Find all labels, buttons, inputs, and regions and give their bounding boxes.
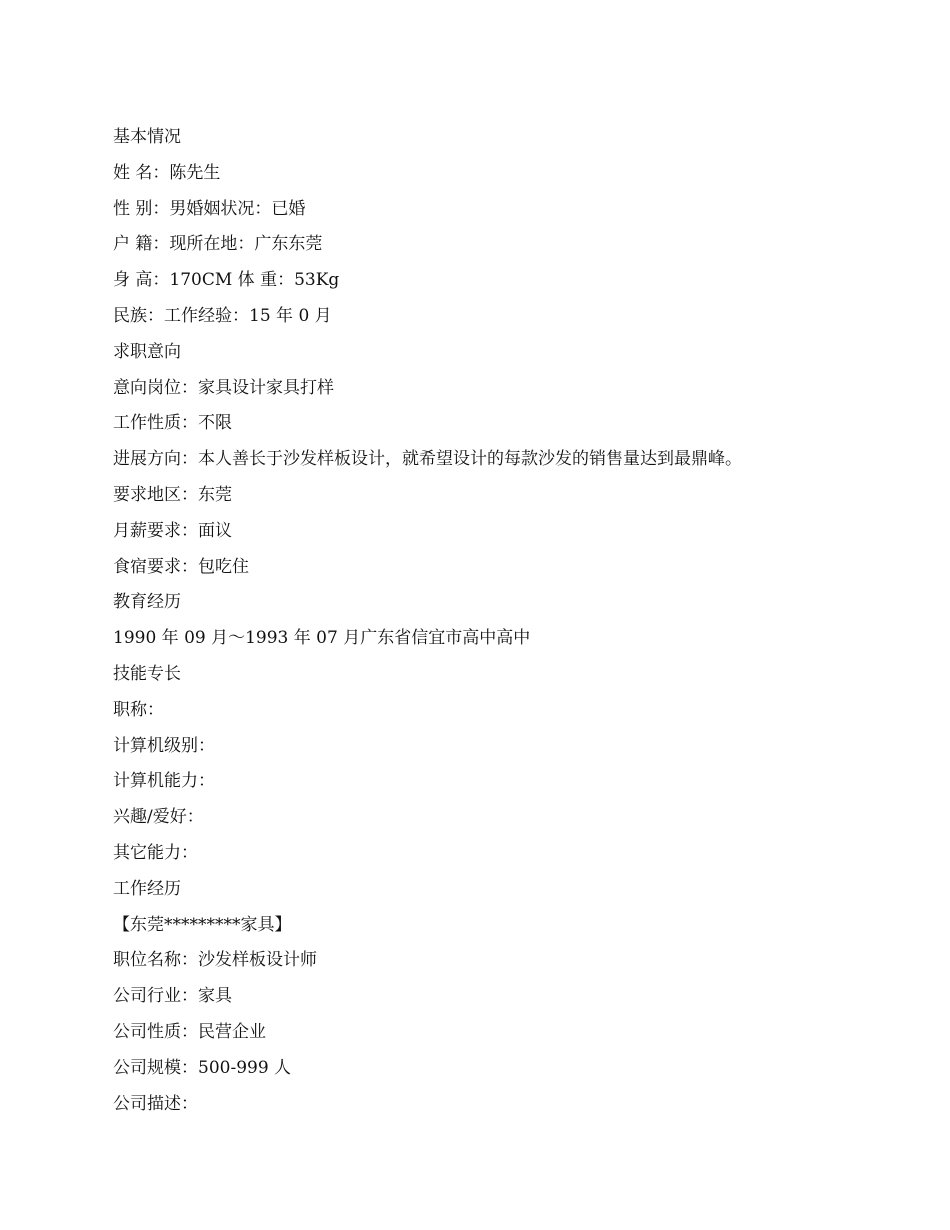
height-weight-line: 身 高：170CM 体 重：53Kg — [113, 270, 340, 291]
company-name-line: 【东莞*********家具】 — [113, 914, 292, 935]
company-type-line: 公司性质：民营企业 — [113, 1021, 266, 1042]
gender-marital-line: 性 别：男婚姻状况：已婚 — [113, 198, 306, 219]
section-heading-job-intention: 求职意向 — [113, 341, 181, 362]
job-type-line: 工作性质：不限 — [113, 413, 232, 434]
company-description-line: 公司描述： — [113, 1093, 198, 1114]
computer-level-line: 计算机级别： — [113, 735, 215, 756]
computer-ability-line: 计算机能力： — [113, 771, 215, 792]
section-heading-basic-info: 基本情况 — [113, 127, 181, 147]
resume-content — [113, 120, 873, 1122]
hobbies-line: 兴趣/爱好： — [113, 807, 204, 828]
section-heading-skills: 技能专长 — [113, 663, 181, 684]
section-heading-work-experience: 工作经历 — [113, 878, 181, 899]
career-direction-line: 进展方向：本人善长于沙发样板设计，就希望设计的每款沙发的销售量达到最鼎峰。 — [113, 449, 742, 470]
desired-region-line: 要求地区：东莞 — [113, 484, 232, 505]
other-abilities-line: 其它能力： — [113, 842, 198, 863]
name-line: 姓 名：陈先生 — [113, 162, 221, 183]
desired-position-line: 意向岗位：家具设计家具打样 — [113, 377, 334, 398]
company-industry-line: 公司行业：家具 — [113, 986, 232, 1007]
household-location-line: 户 籍：现所在地：广东东莞 — [113, 234, 323, 255]
ethnicity-experience-line: 民族：工作经验：15 年 0 月 — [113, 305, 332, 326]
position-title-line: 职位名称：沙发样板设计师 — [113, 950, 317, 971]
accommodation-line: 食宿要求：包吃住 — [113, 556, 249, 577]
section-heading-education: 教育经历 — [113, 592, 181, 613]
company-size-line: 公司规模：500-999 人 — [113, 1057, 292, 1078]
title-line: 职称： — [113, 699, 164, 720]
salary-line: 月薪要求：面议 — [113, 520, 232, 541]
education-entry: 1990 年 09 月～1993 年 07 月广东省信宜市高中高中 — [113, 628, 531, 649]
